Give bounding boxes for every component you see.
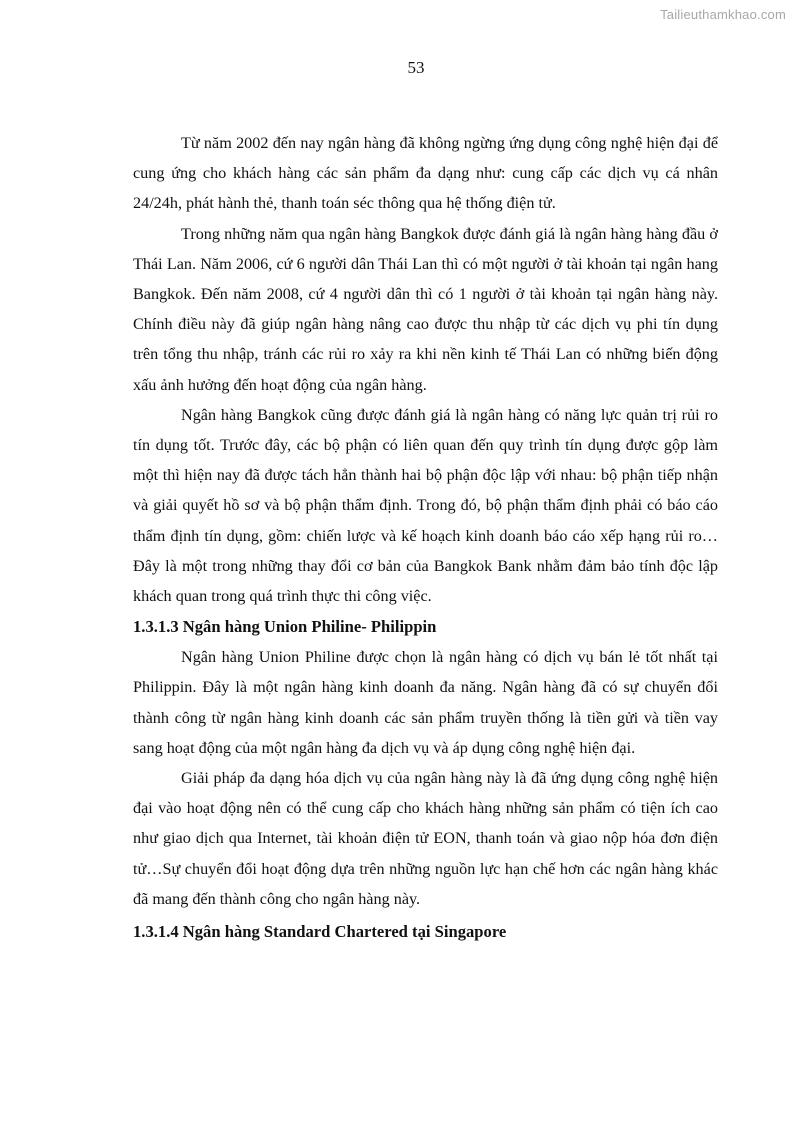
- paragraph-union-philine-diversification: Giải pháp đa dạng hóa dịch vụ của ngân hàng này là đã ứng dụng công nghệ hiện đại vào hoạt động nên có thể cung cấp cho khách hàng những sản phẩm có tiện ích cao như giao dịch qua Internet, tài khoản điện tử EON, thanh toán và giao nộp hóa đơn điện tử…Sự chuyển đổi hoạt động dựa trên những nguồn lực hạn chế hơn các ngân hàng khác đã mang đến thành công cho ngân hàng này.: [133, 769, 718, 908]
- paragraph-bangkok-technology: Từ năm 2002 đến nay ngân hàng đã không ngừng ứng dụng công nghệ hiện đại để cung ứng cho khách hàng các sản phẩm đa dạng như: cung cấp các dịch vụ cá nhân 24/24h, phát hành thẻ, thanh toán séc thông qua hệ thống điện tử.: [133, 134, 718, 213]
- paragraph-bangkok-ranking: Trong những năm qua ngân hàng Bangkok được đánh giá là ngân hàng hàng đầu ở Thái Lan. Năm 2006, cứ 6 người dân Thái Lan thì có một người ở tài khoản tại ngân hang Bangkok. Đến năm 2008, cứ 4 người dân thì có 1 người ở tài khoản tại ngân hàng này. Chính điều này đã giúp ngân hàng nâng cao được thu nhập từ các dịch vụ phi tín dụng trên tổng thu nhập, tránh các rủi ro xảy ra khi nền kinh tế Thái Lan có những biến động xấu ảnh hưởng đến hoạt động của ngân hàng.: [133, 224, 718, 394]
- paragraph-bangkok-risk-management: Ngân hàng Bangkok cũng được đánh giá là ngân hàng có năng lực quản trị rủi ro tín dụng tốt. Trước đây, các bộ phận có liên quan đến quy trình tín dụng được gộp làm một thì hiện nay đã được tách hẳn thành hai bộ phận độc lập với nhau: bộ phận tiếp nhận và giải quyết hồ sơ và bộ phận thẩm định. Trong đó, bộ phận thẩm định phải có báo cáo thẩm định tín dụng, gồm: chiến lược và kế hoạch kinh doanh báo cáo xếp hạng rủi ro…Đây là một trong những thay đổi cơ bản của Bangkok Bank nhằm đảm bảo tính độc lập khách quan trong quá trình thực thi công việc.: [133, 405, 718, 606]
- paragraph-union-philine-retail: Ngân hàng Union Philine được chọn là ngân hàng có dịch vụ bán lẻ tốt nhất tại Philippin. Đây là một ngân hàng kinh doanh đa năng. Ngân hàng đã có sự chuyển đổi thành công từ ngân hàng kinh doanh các sản phẩm truyền thống là tiền gửi và tiền vay sang hoạt động của một ngân hàng đa dịch vụ và áp dụng công nghệ hiện đại.: [133, 648, 718, 757]
- watermark-text: Tailieuthamkhao.com: [660, 7, 786, 22]
- page-number: 53: [407, 58, 425, 77]
- section-heading-standard-chartered: 1.3.1.4 Ngân hàng Standard Chartered tại Singapore: [133, 922, 507, 942]
- section-heading-union-philine: 1.3.1.3 Ngân hàng Union Philine- Philippin: [133, 617, 437, 637]
- document-body: [133, 128, 718, 947]
